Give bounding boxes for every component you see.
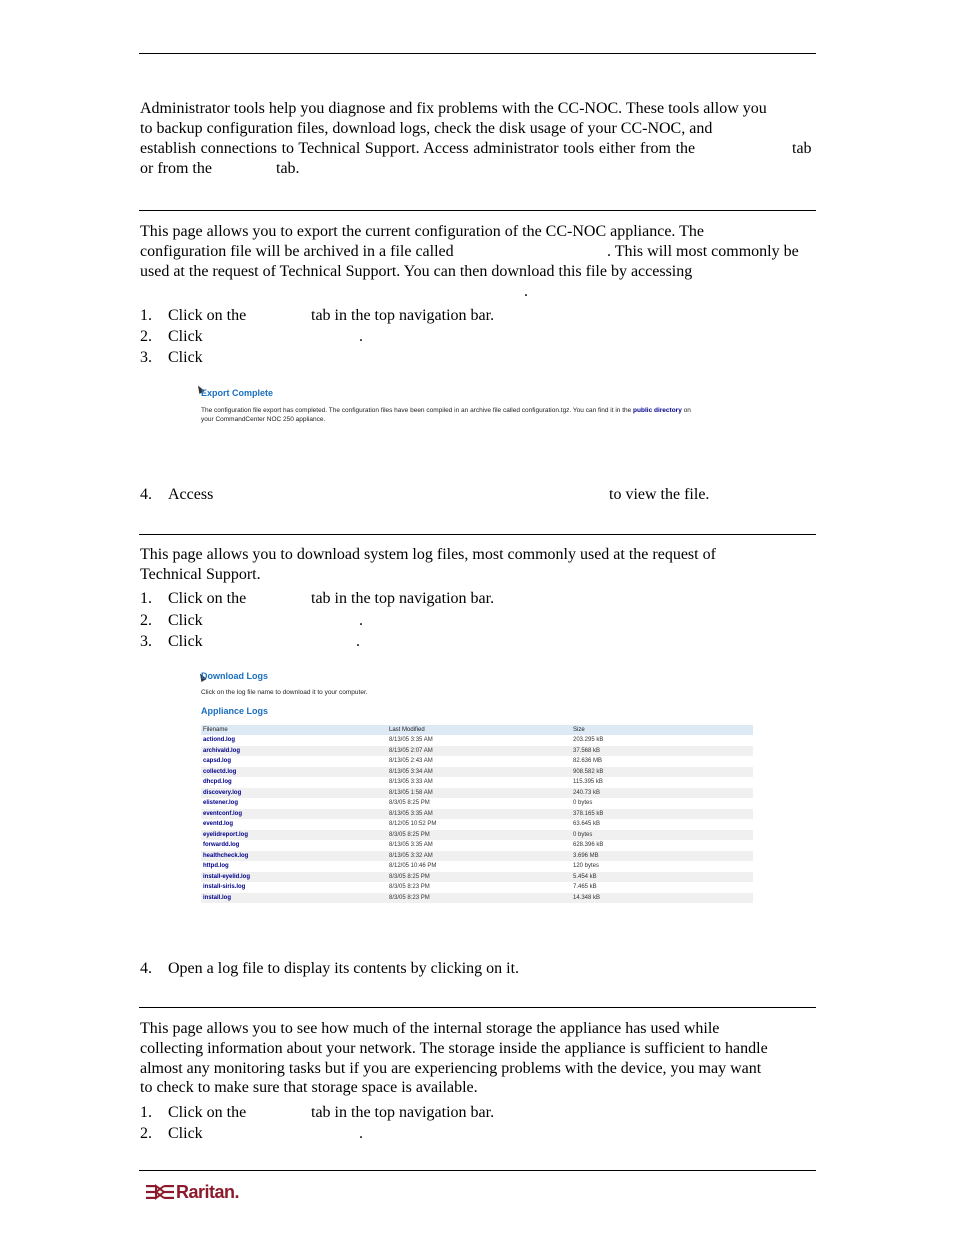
export-step-2-b: .	[359, 328, 363, 345]
logs-step-3: 3. Click	[140, 633, 203, 650]
log-size: 5.454 kB	[571, 872, 753, 883]
intro-line-1: Administrator tools help you diagnose and fix problems with the CC-NOC. These tools allow you	[140, 100, 767, 117]
log-filename-link[interactable]: actiond.log	[203, 737, 235, 744]
logs-step-1: 1. Click on the	[140, 590, 247, 607]
logs-table-header	[201, 725, 753, 735]
logs-para-line-1: This page allows you to download system log files, most commonly used at the request of	[140, 546, 716, 563]
intro-line-2: to backup configuration files, download logs, check the disk usage of your CC-NOC, and	[140, 120, 713, 137]
disk-step-2-b: .	[359, 1125, 363, 1142]
log-last-modified: 8/12/05 10:52 PM	[389, 821, 437, 828]
appliance-logs-title: Appliance Logs	[201, 706, 269, 716]
disk-para-line-3: almost any monitoring tasks but if you are experiencing problems with the device, you may want	[140, 1060, 762, 1077]
log-size: 14.348 kB	[571, 893, 753, 904]
column-header-filename: Filename	[201, 725, 387, 735]
export-step-2: 2. Click	[140, 328, 203, 345]
column-header-last-modified: Last Modified	[387, 725, 571, 735]
table-row	[201, 767, 753, 778]
log-size: 115.395 kB	[573, 779, 603, 786]
log-size: 0 bytes	[573, 800, 593, 807]
log-size: 7.465 kB	[573, 884, 597, 891]
header-rule	[139, 53, 816, 54]
export-complete-screenshot	[196, 382, 758, 430]
disk-step-2: 2. Click	[140, 1125, 203, 1142]
table-row	[201, 851, 753, 862]
intro-line-4b: tab.	[276, 160, 300, 177]
log-filename-link[interactable]: elistener.log	[203, 800, 239, 807]
log-last-modified: 8/13/05 1:58 AM	[387, 788, 571, 799]
table-row	[201, 882, 753, 893]
intro-line-3-tab: tab	[792, 140, 812, 157]
table-row	[201, 809, 753, 820]
export-step-4-b: to view the file.	[609, 486, 710, 503]
log-size: 203.295 kB	[573, 737, 604, 744]
disk-section-rule	[139, 1007, 816, 1008]
export-para-line-4: .	[524, 283, 528, 300]
export-para-line-1: This page allows you to export the current configuration of the CC-NOC appliance. The	[140, 223, 704, 240]
download-logs-title: Download Logs	[201, 671, 268, 681]
log-last-modified: 8/13/05 3:33 AM	[389, 779, 433, 786]
table-row	[201, 872, 753, 883]
log-filename-link[interactable]: dhcpd.log	[203, 779, 232, 786]
table-row	[201, 735, 753, 746]
log-last-modified: 8/13/05 3:34 AM	[387, 767, 571, 778]
log-size: 82.636 MB	[573, 758, 603, 765]
export-para-line-2b: . This will most commonly be	[607, 243, 799, 260]
log-last-modified: 8/3/05 8:25 PM	[387, 872, 571, 883]
export-complete-message: The configuration file export has completed. The configuration files have been compiled in an archive file called configuration.tgz. You can find it in the public directory on	[201, 407, 691, 414]
log-filename-link[interactable]: archivald.log	[201, 746, 387, 757]
export-step-1-b: tab in the top navigation bar.	[311, 307, 495, 324]
footer-rule	[139, 1170, 816, 1171]
log-size: 120 bytes	[573, 863, 600, 870]
table-row	[201, 777, 753, 788]
logs-step-2-b: .	[359, 612, 363, 629]
export-step-4: 4. Access	[140, 486, 214, 503]
logs-step-4: 4. Open a log file to display its contents by clicking on it.	[140, 960, 520, 977]
intro-line-4a: or from the	[140, 160, 212, 177]
table-row	[201, 788, 753, 799]
raritan-logo-icon	[146, 1182, 174, 1202]
log-last-modified: 8/13/05 3:32 AM	[387, 851, 571, 862]
public-directory-link[interactable]: public directory	[633, 407, 682, 414]
log-size: 908.582 kB	[571, 767, 753, 778]
log-last-modified: 8/13/05 3:35 AM	[389, 842, 433, 849]
log-last-modified: 8/3/05 8:25 PM	[389, 800, 430, 807]
log-last-modified: 8/13/05 3:35 AM	[389, 737, 433, 744]
log-last-modified: 8/12/05 10:46 PM	[389, 863, 437, 870]
log-filename-link[interactable]: eyelidreport.log	[201, 830, 387, 841]
disk-para-line-1: This page allows you to see how much of the internal storage the appliance has used while	[140, 1020, 720, 1037]
log-filename-link[interactable]: discovery.log	[201, 788, 387, 799]
table-row	[201, 893, 753, 904]
logs-step-3-b: .	[356, 633, 360, 650]
table-row	[201, 756, 753, 767]
export-para-line-3: used at the request of Technical Support. You can then download this file by accessing	[140, 263, 693, 280]
intro-line-3: establish connections to Technical Support. Access administrator tools either from the	[140, 140, 696, 157]
log-size: 378.165 kB	[571, 809, 753, 820]
log-size: 3.696 MB	[571, 851, 753, 862]
table-row	[201, 798, 753, 809]
disk-step-1: 1. Click on the	[140, 1104, 247, 1121]
table-row	[201, 840, 753, 851]
log-last-modified: 8/13/05 2:07 AM	[387, 746, 571, 757]
log-size: 628.396 kB	[573, 842, 604, 849]
logs-section-rule	[139, 534, 816, 535]
log-last-modified: 8/13/05 2:43 AM	[389, 758, 433, 765]
log-last-modified: 8/13/05 3:35 AM	[387, 809, 571, 820]
table-row	[201, 819, 753, 830]
log-size: 0 bytes	[571, 830, 753, 841]
table-row	[201, 830, 753, 841]
logs-table	[201, 725, 753, 903]
log-filename-link[interactable]: eventd.log	[203, 821, 234, 828]
log-size: 37.568 kB	[571, 746, 753, 757]
table-row	[201, 746, 753, 757]
table-row	[201, 861, 753, 872]
log-size: 63.645 kB	[573, 821, 601, 828]
logs-step-1-b: tab in the top navigation bar.	[311, 590, 495, 607]
log-filename-link[interactable]: httpd.log	[203, 863, 229, 870]
raritan-logo	[146, 1180, 239, 1204]
disk-para-line-2: collecting information about your network. The storage inside the appliance is sufficient to handle	[140, 1040, 768, 1057]
log-filename-link[interactable]: eventconf.log	[201, 809, 387, 820]
disk-step-1-b: tab in the top navigation bar.	[311, 1104, 495, 1121]
log-size: 240.73 kB	[571, 788, 753, 799]
log-last-modified: 8/3/05 8:23 PM	[387, 893, 571, 904]
export-para-line-2a: configuration file will be archived in a file called	[140, 243, 454, 260]
log-filename-link[interactable]: install-siris.log	[203, 884, 246, 891]
log-filename-link[interactable]: healthcheck.log	[201, 851, 387, 862]
log-filename-link[interactable]: capsd.log	[203, 758, 232, 765]
export-complete-message-2: your CommandCenter NOC 250 appliance.	[201, 416, 326, 423]
column-header-size: Size	[571, 725, 753, 735]
disk-para-line-4: to check to make sure that storage space is available.	[140, 1079, 478, 1096]
log-last-modified: 8/3/05 8:23 PM	[389, 884, 430, 891]
log-filename-link[interactable]: forwardd.log	[203, 842, 240, 849]
logs-step-2: 2. Click	[140, 612, 203, 629]
log-filename-link[interactable]: collectd.log	[201, 767, 387, 778]
log-last-modified: 8/3/05 8:25 PM	[387, 830, 571, 841]
raritan-logo-text: Raritan.	[176, 1181, 240, 1202]
export-complete-title: Export Complete	[201, 388, 274, 398]
log-filename-link[interactable]: install-eyelid.log	[201, 872, 387, 883]
export-section-rule	[139, 210, 816, 211]
download-logs-subtitle: Click on the log file name to download it to your computer.	[201, 689, 368, 696]
export-step-1: 1. Click on the	[140, 307, 247, 324]
log-filename-link[interactable]: install.log	[201, 893, 387, 904]
export-step-3: 3. Click	[140, 349, 203, 366]
logs-para-line-2: Technical Support.	[140, 566, 261, 583]
